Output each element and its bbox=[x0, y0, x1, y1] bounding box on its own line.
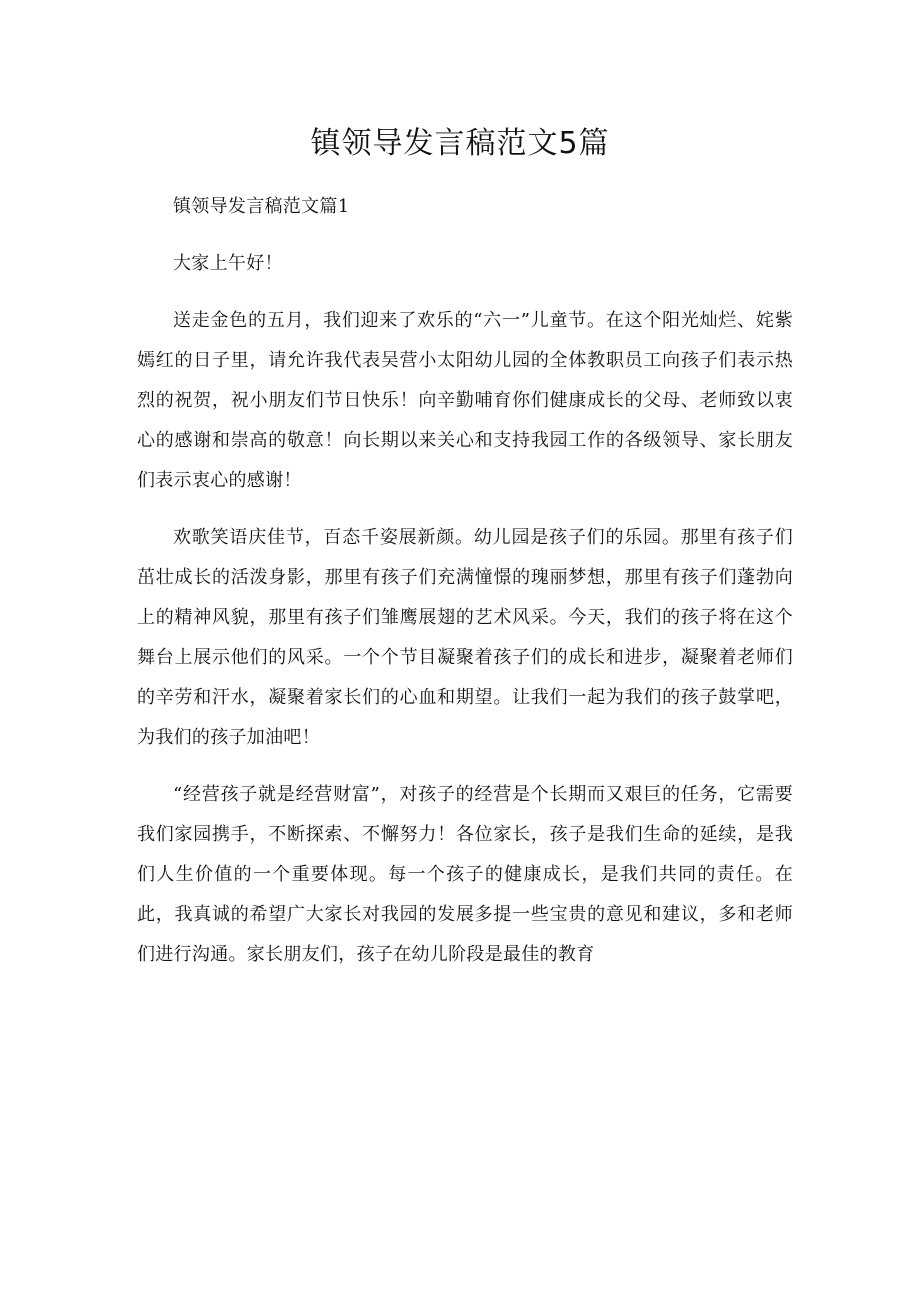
section-heading: 镇领导发言稿范文篇1 bbox=[173, 196, 350, 217]
document-body bbox=[137, 187, 793, 992]
body-paragraph-3: “经营孩子就是经营财富”，对孩子的经营是个长期而又艰巨的任务，它需要我们家园携手，不断探索、不懈努力！各位家长，孩子是我们生命的延续，是我们人生价值的一个重要体现。每一个孩子的健康成长，是我们共同的责任。在此，我真诚的希望广大家长对我园的发展多提一些宝贵的意见和建议，多和老师们进行沟通。家长朋友们，孩子在幼儿阶段是最佳的教育 bbox=[137, 784, 793, 965]
greeting-paragraph: 大家上午好！ bbox=[173, 253, 283, 274]
document-title: 镇领导发言稿范文5篇 bbox=[310, 126, 610, 161]
body-paragraph-1: 送走金色的五月，我们迎来了欢乐的“六一”儿童节。在这个阳光灿烂、姹紫嫣红的日子里，请允许我代表吴营小太阳幼儿园的全体教职员工向孩子们表示热烈的祝贺，祝小朋友们节日快乐！向辛勤哺育你们健康成长的父母、老师致以衷心的感谢和崇高的敬意！向长期以来关心和支持我园工作的各级领导、家长朋友们表示衷心的感谢！ bbox=[137, 310, 793, 491]
body-paragraph-2: 欢歌笑语庆佳节，百态千姿展新颜。幼儿园是孩子们的乐园。那里有孩子们茁壮成长的活泼身影，那里有孩子们充满憧憬的瑰丽梦想，那里有孩子们蓬勃向上的精神风貌，那里有孩子们雏鹰展翅的艺术风采。今天，我们的孩子将在这个舞台上展示他们的风采。一个个节目凝聚着孩子们的成长和进步，凝聚着老师们的辛劳和汗水，凝聚着家长们的心血和期望。让我们一起为我们的孩子鼓掌吧，为我们的孩子加油吧！ bbox=[137, 527, 793, 748]
